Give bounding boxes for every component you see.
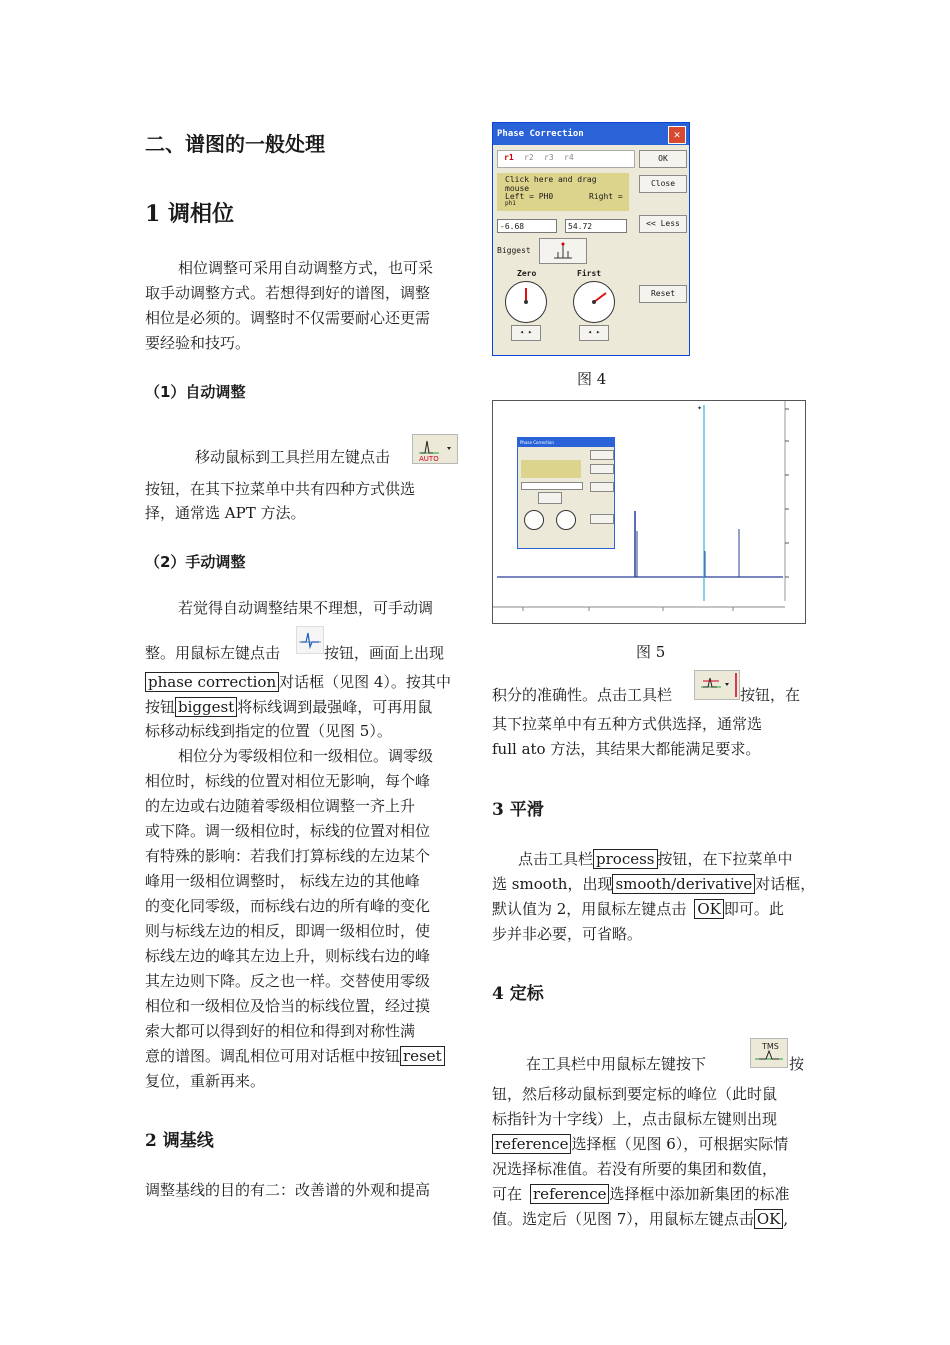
phase-correction-dialog (492, 122, 690, 356)
tms-tool-icon[interactable] (750, 1038, 788, 1068)
section-heading: 二、谱图的一般处理 (145, 132, 325, 156)
tab-r3[interactable]: r3 (544, 153, 554, 162)
close-icon[interactable]: ✕ (668, 126, 686, 144)
integral-tool-icon[interactable] (694, 670, 740, 700)
first-label: First (577, 269, 602, 278)
integral-line1b: 按钮，在 (740, 686, 801, 704)
smooth-line1b: 按钮，在下拉菜单中 (657, 850, 793, 868)
smooth-line3 (492, 899, 784, 919)
auto-phase-tool-icon[interactable] (412, 434, 458, 464)
dialog-title-bar (493, 123, 689, 145)
drag-instruction-box[interactable] (497, 173, 629, 211)
zero-order-dial[interactable] (505, 281, 547, 323)
baseline-line: 调整基线的目的有二：改善谱的外观和提高 (145, 1181, 431, 1199)
smooth-line2 (492, 874, 815, 894)
auto-line3: 择，通常选 APT 方法。 (145, 504, 306, 522)
mini-phase-dialog (517, 437, 615, 549)
smooth-line1a: 点击工具栏 (518, 850, 594, 868)
para1-line1: 相位调整可采用自动调整方式，也可采 (178, 259, 434, 277)
less-button[interactable]: << Less (639, 215, 687, 233)
phase-para-line8: 则与标线左边的相反，即调一级相位时，使 (145, 922, 431, 940)
spectrum-figure (492, 400, 806, 624)
mini-title-bar (518, 438, 614, 447)
figure-5-caption: 图 5 (636, 643, 666, 661)
mini-fields (521, 482, 583, 490)
smooth-line2a: 选 smooth，出现 (492, 875, 613, 893)
smooth-line2b: 对话框， (755, 875, 816, 893)
manual-line2a: 整。用鼠标左键点击 (145, 644, 281, 662)
first-dial-needle (574, 282, 614, 322)
manual-line4b: 将标线调到最强峰，可再用鼠 (237, 698, 433, 716)
mini-biggest-btn (538, 492, 562, 504)
mini-buttons-4 (590, 514, 614, 524)
mini-dial-zero (524, 510, 544, 530)
para1-line3: 相位是必须的。调整时不仅需要耐心还更需 (145, 309, 431, 327)
phase-tool-icon[interactable] (296, 626, 324, 654)
tms-label: TMS (762, 1042, 779, 1051)
cal-line7 (492, 1209, 788, 1229)
reset-post: 复位，重新再来。 (145, 1072, 266, 1090)
cal-line6a: 可在 (492, 1185, 523, 1203)
smooth-line4: 步并非必要，可省略。 (492, 925, 643, 943)
close-button[interactable]: Close (639, 175, 687, 193)
heading-baseline: 2 调基线 (145, 1131, 214, 1151)
auto-line1: 移动鼠标到工具拦用左键点击 (195, 448, 391, 466)
ok-term-2: OK (754, 1209, 784, 1229)
tab-r4[interactable]: r4 (564, 153, 574, 162)
biggest-label: Biggest (497, 246, 531, 255)
phase-para-line12: 索大都可以得到好的相位和得到对称性满 (145, 1022, 416, 1040)
mini-buttons-2 (590, 464, 614, 474)
manual-line2b: 按钮，画面上出现 (324, 644, 445, 662)
sub-auto: （1）自动调整 (145, 383, 246, 401)
manual-line1: 若觉得自动调整结果不理想，可手动调 (178, 599, 434, 617)
cal-line5: 况选择标准值。若没有所要的集团和数值， (492, 1160, 778, 1178)
msg-line3b: Right = (589, 192, 623, 201)
para1-line4: 要经验和技巧。 (145, 334, 251, 352)
phase-para-line3: 的左边或右边随着零级相位调整一齐上升 (145, 797, 416, 815)
cal-line4b: 选择框（见图 6），可根据实际情 (571, 1135, 789, 1153)
auto-line2: 按钮，在其下拉菜单中共有四种方式供选 (145, 480, 416, 498)
auto-label: AUTO (419, 455, 439, 463)
reset-pre: 意的谱图。调乱相位可用对话框中按钮 (145, 1047, 401, 1065)
phase-para-line6: 峰用一级相位调整时， 标线左边的其他峰 (145, 872, 420, 890)
msg-line1: Click here and drag (505, 175, 597, 184)
mini-buttons-3 (590, 482, 614, 492)
mini-buttons (590, 450, 614, 460)
ok-button[interactable]: OK (639, 150, 687, 168)
heading-calibration: 4 定标 (492, 984, 544, 1004)
integral-line3: full ato 方法，其结果大都能满足要求。 (492, 740, 761, 758)
phase-para-line10: 其左边则下降。反之也一样。交替使用零级 (145, 972, 431, 990)
first-order-dial[interactable] (573, 281, 615, 323)
sub-manual: （2）手动调整 (145, 553, 246, 571)
tab-r1[interactable]: r1 (504, 153, 514, 162)
reset-button[interactable]: Reset (639, 285, 687, 303)
heading-phase: 1 调相位 (145, 201, 234, 227)
zero-dial-needle (506, 282, 546, 322)
manual-line4a: 按钮 (145, 698, 176, 716)
manual-line3 (145, 672, 451, 692)
smooth-derivative-term: smooth/derivative (612, 874, 755, 894)
cal-line1a: 在工具栏中用鼠标左键按下 (526, 1055, 707, 1073)
cal-line6b: 选择框中添加新集团的标准 (609, 1185, 790, 1203)
ph0-value-field[interactable]: -6.68 (497, 219, 557, 233)
tab-r2[interactable]: r2 (524, 153, 534, 162)
cal-line7b: , (783, 1210, 789, 1228)
reset-line (145, 1046, 445, 1066)
mini-msg-box (521, 460, 581, 478)
ok-term: OK (694, 899, 724, 919)
smooth-line3a: 默认值为 2，用鼠标左键点击 (492, 900, 687, 918)
phase-para-line7: 的变化同零级，而标线右边的所有峰的变化 (145, 897, 431, 915)
ph1-value-field[interactable]: 54.72 (565, 219, 627, 233)
mini-title: Phase Correction (520, 440, 554, 445)
heading-smooth: 3 平滑 (492, 800, 544, 820)
phase-para-line9: 标线左边的峰其左边上升，则标线右边的峰 (145, 947, 431, 965)
reset-term: reset (400, 1046, 445, 1066)
msg-line2: mouse (505, 184, 530, 193)
zero-label: Zero (517, 269, 537, 278)
manual-line5: 标移动标线到指定的位置（见图 5）。 (145, 722, 392, 740)
cal-line2: 钮，然后移动鼠标到要定标的峰位（此时鼠 (492, 1085, 778, 1103)
mini-dial-first (556, 510, 576, 530)
integral-line1a: 积分的准确性。点击工具栏 (492, 686, 673, 704)
smooth-line3b: 即可。此 (723, 900, 784, 918)
cal-line1b: 按 (789, 1055, 805, 1073)
figure-4-caption: 图 4 (577, 370, 607, 388)
phase-para-line5: 有特殊的影响：若我们打算标线的左边某个 (145, 847, 431, 865)
integral-line2: 其下拉菜单中有五种方式供选择，通常选 (492, 715, 763, 733)
cal-line7a: 值。选定后（见图 7），用鼠标左键点击 (492, 1210, 754, 1228)
manual-line3b: 对话框（见图 4）。按其中 (279, 673, 451, 691)
cal-line4 (492, 1134, 788, 1154)
biggest-button[interactable] (539, 238, 587, 264)
msg-line3a: Left = PH0 (505, 192, 554, 201)
phase-para-line4: 或下降。调一级相位时，标线的位置对相位 (145, 822, 431, 840)
phase-para-line11: 相位和一级相位及恰当的标线位置，经过摸 (145, 997, 431, 1015)
para1-line2: 取手动调整方式。若想得到好的谱图，调整 (145, 284, 431, 302)
msg-line4: ph1 (505, 200, 516, 207)
biggest-term: biggest (175, 697, 237, 717)
phase-correction-term: phase correction (145, 672, 279, 692)
smooth-line1 (518, 849, 793, 869)
cal-line3: 标指针为十字线）上，点击鼠标左键则出现 (492, 1110, 778, 1128)
process-term: process (593, 849, 657, 869)
first-arrows[interactable]: ◂ ▸ (579, 325, 609, 341)
phase-para-line1: 相位分为零级相位和一级相位。调零级 (178, 747, 434, 765)
dialog-tabs (497, 150, 635, 168)
dialog-title: Phase Correction (497, 129, 584, 139)
manual-line4 (145, 697, 432, 717)
biggest-peak-icon (540, 239, 586, 263)
reference-term: reference (492, 1134, 571, 1154)
reference-term-2: reference (530, 1184, 609, 1204)
phase-para-line2: 相位时，标线的位置对相位无影响，每个峰 (145, 772, 431, 790)
cal-line6 (492, 1184, 790, 1204)
zero-arrows[interactable]: ◂ ▸ (511, 325, 541, 341)
svg-text:✦: ✦ (697, 405, 703, 412)
